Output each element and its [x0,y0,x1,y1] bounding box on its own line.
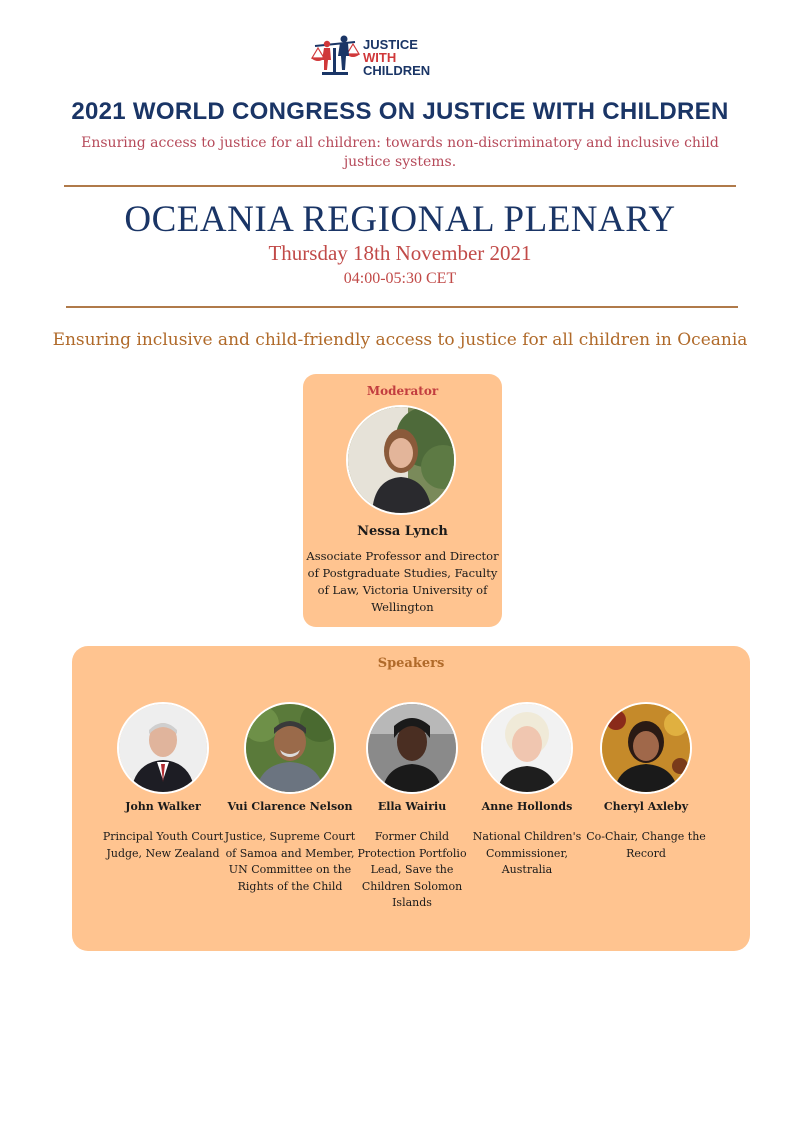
speaker-photo [244,702,336,794]
speaker-role: Former Child Protection Portfolio Lead, Save the Children Solomon Islands [357,830,467,909]
speaker-name: Anne Hollonds [481,800,573,813]
moderator-role: Associate Professor and Director of Postgraduate Studies, Faculty of Law, Victoria University of Wellington [306,549,499,614]
speaker-photo [117,702,209,794]
logo-line-justice: JUSTICE [363,37,418,52]
speakers-card [72,646,750,951]
moderator-label: Moderator [366,384,439,398]
plenary-title: OCEANIA REGIONAL PLENARY [124,199,676,240]
congress-subtitle: Ensuring access to justice for all children: towards non-discriminatory and inclusive child justice systems. [81,135,719,170]
session-theme: Ensuring inclusive and child-friendly access to justice for all children in Oceania [52,330,748,350]
speaker-name: John Walker [125,800,201,813]
speaker-name: Vui Clarence Nelson [227,800,353,813]
event-date: Thursday 18th November 2021 [268,241,532,265]
divider-top [64,185,736,187]
logo-line-children: CHILDREN [363,63,431,78]
speaker-photo [600,702,692,794]
speaker-role: Justice, Supreme Court of Samoa and Member, UN Committee on the Rights of the Child [224,830,356,893]
moderator-photo [346,405,456,515]
speaker-name: Cheryl Axleby [603,800,689,813]
speaker-role: Principal Youth Court Judge, New Zealand [102,830,224,860]
logo-line-with: WITH [363,50,397,65]
speaker-role: Co-Chair, Change the Record [586,830,706,860]
scales-of-justice-icon [311,34,361,78]
justice-with-children-logo [311,34,451,80]
congress-title: 2021 WORLD CONGRESS ON JUSTICE WITH CHILDREN [71,98,729,125]
logo-wordmark [363,38,430,77]
speaker-photo [481,702,573,794]
divider-bottom [66,306,738,308]
event-time: 04:00-05:30 CET [343,270,457,287]
moderator-card [303,374,502,627]
speaker-role: National Children's Commissioner, Australia [472,830,582,876]
moderator-name: Nessa Lynch [357,524,448,539]
speaker-name: Ella Wairiu [377,800,447,813]
speakers-label: Speakers [377,656,445,671]
speaker-photo [366,702,458,794]
